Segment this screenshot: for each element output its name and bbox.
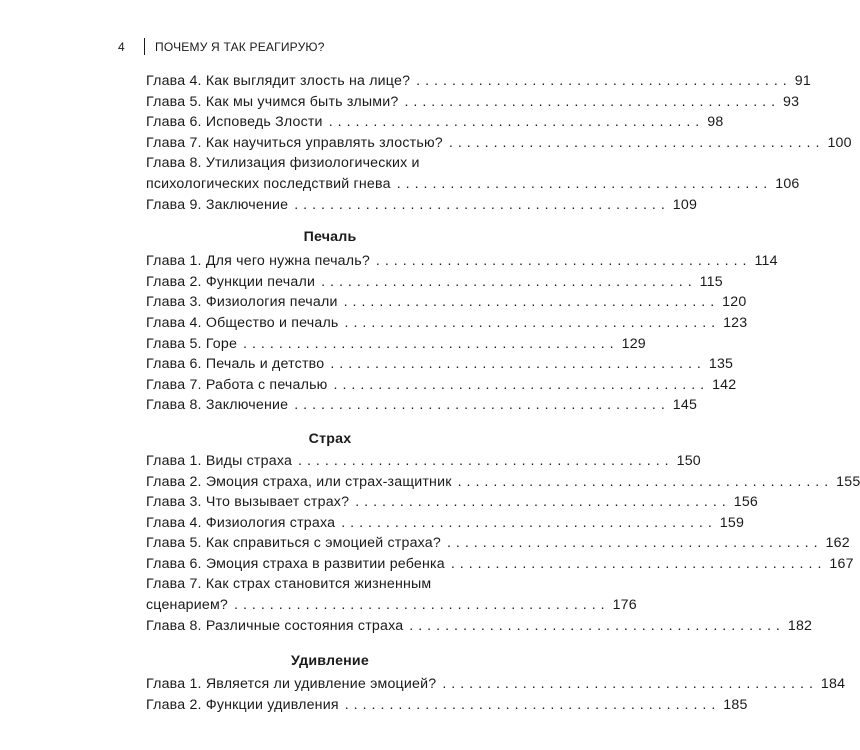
page-number: 4 [118,39,125,54]
dot-leader: .......................................... [243,335,619,352]
dot-leader: .......................................... [298,452,674,469]
toc-entry-title: Глава 4. Физиология страха [146,514,336,531]
toc-entry-title: Глава 5. Как справиться с эмоцией страха? [146,535,441,552]
toc-entry-title: Глава 3. Что вызывает страх? [146,494,350,511]
dot-leader: .......................................... [404,93,781,110]
toc-entry-page: 93 [783,93,800,110]
toc-entry[interactable] [146,133,852,154]
toc-entry-page: 135 [708,356,734,373]
toc-entry-title: Глава 4. Как выглядит злость на лице? [146,73,411,89]
dot-leader: .......................................... [442,676,818,693]
toc-entry-page: 150 [676,452,701,469]
toc-entry-title-line1: Глава 7. Как страх становится жизненным [146,576,432,593]
toc-section-fear [146,428,860,636]
dot-leader: .......................................... [446,535,823,552]
toc-entry-page: 100 [827,134,852,151]
toc-entry-page: 145 [672,397,698,414]
toc-entry-page: 120 [722,294,747,311]
section-title: Печаль [303,229,357,246]
toc-entry-title: Глава 7. Как научиться управлять злостью? [146,134,443,151]
dot-leader: .......................................... [344,314,721,331]
toc-entry-page: 162 [825,535,850,552]
table-of-contents [146,71,860,715]
toc-entry[interactable] [146,292,747,313]
toc-entry-page: 184 [820,676,846,693]
header-divider [144,38,145,55]
toc-entry-title: Глава 2. Функции удивления [146,696,339,713]
dot-leader: .......................................... [409,617,785,634]
toc-entry-page: 114 [754,253,778,270]
toc-entry-multiline[interactable] [146,153,800,194]
toc-section-sadness [146,226,778,416]
toc-entry-title: Глава 3. Физиология печали [146,294,338,311]
toc-entry[interactable] [146,674,846,695]
toc-entry[interactable] [146,112,724,133]
toc-entry-title-line1: Глава 8. Утилизация физиологических и [146,155,420,172]
toc-entry-page: 185 [723,696,748,713]
toc-entry[interactable] [146,71,811,92]
toc-entry-title: Глава 1. Является ли удивление эмоцией? [146,676,437,693]
toc-entry-title: психологических последствий гнева [146,175,391,192]
toc-entry-title: Глава 2. Функции печали [146,273,316,290]
dot-leader: .......................................... [396,175,773,192]
toc-entry-title: Глава 2. Эмоция страха, или страх-защитник [146,473,452,490]
dot-leader: .......................................... [330,356,706,373]
toc-entry[interactable] [146,354,734,375]
toc-entry-page: 155 [836,473,860,490]
toc-entry[interactable] [146,616,813,637]
toc-entry[interactable] [146,375,737,396]
toc-entry-page: 123 [723,314,748,331]
dot-leader: .......................................... [294,397,670,414]
dot-leader: .......................................... [328,114,705,131]
toc-entry-title: Глава 7. Работа с печалью [146,376,328,393]
toc-entry-title: Глава 8. Заключение [146,397,289,414]
section-title: Удивление [291,653,369,670]
toc-entry-page: 182 [787,617,813,634]
toc-entry[interactable] [146,313,748,334]
toc-section-anger-continued [146,71,852,215]
toc-entry-page: 115 [699,273,723,290]
toc-entry[interactable] [146,251,778,272]
toc-entry[interactable] [146,451,701,472]
toc-entry-page: 129 [621,335,646,352]
page-header [118,38,325,55]
toc-entry-title: Глава 6. Исповедь Злости [146,114,323,131]
toc-entry-page: 156 [733,494,759,511]
toc-section-surprise [146,650,846,715]
toc-entry[interactable] [146,395,698,416]
toc-entry-page: 167 [829,555,854,572]
toc-entry-title: Глава 1. Для чего нужна печаль? [146,253,370,270]
dot-leader: .......................................... [448,134,825,151]
dot-leader: .......................................... [294,196,670,213]
toc-entry-page: 91 [794,73,811,89]
toc-entry-title: сценарием? [146,597,229,614]
toc-entry[interactable] [146,92,800,113]
toc-entry-page: 98 [707,114,724,131]
toc-entry-title: Глава 6. Печаль и детство [146,356,325,373]
toc-entry-page: 142 [712,376,737,393]
dot-leader: .......................................... [450,555,827,572]
toc-entry[interactable] [146,334,646,355]
toc-entry[interactable] [146,272,723,293]
toc-entry-page: 106 [775,175,800,192]
toc-entry-title: Глава 9. Заключение [146,196,289,213]
toc-entry[interactable] [146,195,698,216]
dot-leader: .......................................... [355,494,731,511]
toc-entry-title: Глава 5. Горе [146,335,238,352]
running-title: ПОЧЕМУ Я ТАК РЕАГИРУЮ? [155,39,325,54]
dot-leader: .......................................... [375,253,752,270]
dot-leader: .......................................... [321,273,697,290]
toc-entry[interactable] [146,533,850,554]
toc-entry-multiline[interactable] [146,574,637,615]
toc-entry[interactable] [146,513,745,534]
toc-entry-title: Глава 1. Виды страха [146,452,293,469]
toc-entry-title: Глава 6. Эмоция страха в развитии ребенка [146,555,445,572]
toc-entry-title: Глава 8. Различные состояния страха [146,617,404,634]
section-title: Страх [308,430,352,447]
dot-leader: .......................................... [343,294,720,311]
toc-entry-page: 159 [719,514,745,531]
dot-leader: .......................................... [344,696,721,713]
toc-entry-title: Глава 4. Общество и печаль [146,314,339,331]
toc-entry-page: 109 [672,196,698,213]
toc-entry-title: Глава 5. Как мы учимся быть злыми? [146,93,399,110]
dot-leader: .......................................... [457,473,834,490]
dot-leader: .......................................... [234,597,610,614]
toc-entry-page: 176 [612,597,637,614]
toc-entry[interactable] [146,554,854,575]
dot-leader: .......................................... [333,376,710,393]
dot-leader: .......................................... [416,73,792,89]
dot-leader: .......................................... [341,514,717,531]
toc-entry[interactable] [146,492,759,513]
toc-entry[interactable] [146,472,860,493]
toc-entry[interactable] [146,695,748,716]
